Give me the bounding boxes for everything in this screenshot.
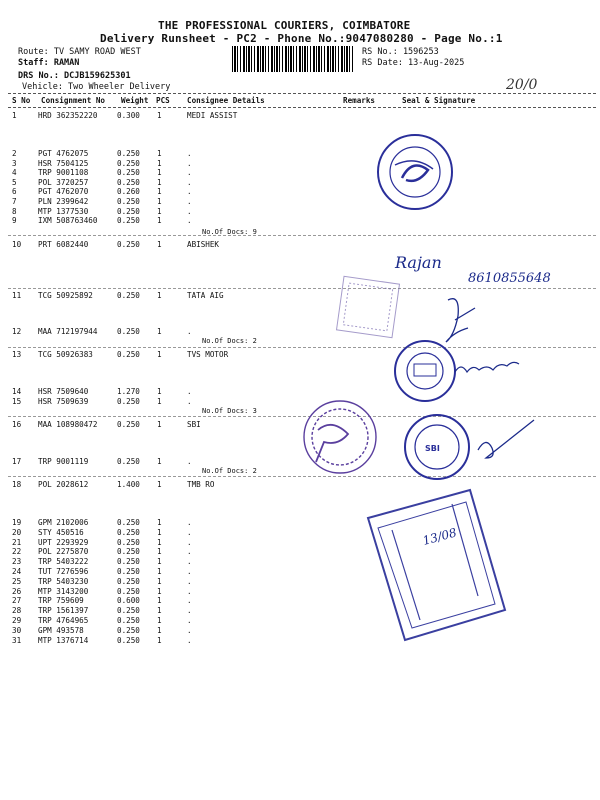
consignment-number: MAA 712197944 bbox=[38, 327, 98, 336]
col-seal: Seal & Signature bbox=[402, 96, 476, 105]
pcs-value: 1 bbox=[157, 168, 162, 177]
serial-number: 1 bbox=[12, 111, 17, 120]
weight-value: 0.250 bbox=[117, 397, 140, 406]
consignee-name: TVS MOTOR bbox=[187, 350, 229, 359]
weight-value: 0.250 bbox=[117, 538, 140, 547]
serial-number: 29 bbox=[12, 616, 22, 625]
pcs-value: 1 bbox=[157, 577, 162, 586]
pcs-value: 1 bbox=[157, 387, 162, 396]
continuation-mark: . bbox=[187, 397, 192, 406]
route-label: Route: TV SAMY ROAD WEST bbox=[18, 47, 141, 57]
pcs-value: 1 bbox=[157, 111, 162, 120]
serial-number: 31 bbox=[12, 636, 22, 645]
continuation-mark: . bbox=[187, 387, 192, 396]
weight-value: 0.250 bbox=[117, 577, 140, 586]
serial-number: 16 bbox=[12, 420, 22, 429]
serial-number: 9 bbox=[12, 216, 17, 225]
continuation-mark: . bbox=[187, 197, 192, 206]
serial-number: 28 bbox=[12, 606, 22, 615]
weight-value: 0.250 bbox=[117, 159, 140, 168]
continuation-mark: . bbox=[187, 596, 192, 605]
continuation-mark: . bbox=[187, 626, 192, 635]
consignment-number: TRP 759609 bbox=[38, 596, 84, 605]
consignment-number: POL 2275870 bbox=[38, 547, 89, 556]
serial-number: 20 bbox=[12, 528, 22, 537]
serial-number: 21 bbox=[12, 538, 22, 547]
tvs-motor-signature bbox=[455, 362, 519, 372]
consignment-number: TRP 1561397 bbox=[38, 606, 89, 615]
pcs-value: 1 bbox=[157, 528, 162, 537]
consignment-number: MAA 108980472 bbox=[38, 420, 98, 429]
weight-value: 0.250 bbox=[117, 240, 140, 249]
serial-number: 15 bbox=[12, 397, 22, 406]
pcs-value: 1 bbox=[157, 626, 162, 635]
weight-value: 0.250 bbox=[117, 291, 140, 300]
pcs-value: 1 bbox=[157, 547, 162, 556]
pcs-value: 1 bbox=[157, 538, 162, 547]
consignment-number: GPM 493578 bbox=[38, 626, 84, 635]
continuation-mark: . bbox=[187, 159, 192, 168]
consignment-number: TCG 50926383 bbox=[38, 350, 93, 359]
pcs-value: 1 bbox=[157, 397, 162, 406]
consignment-number: PLN 2399642 bbox=[38, 197, 89, 206]
pcs-value: 1 bbox=[157, 587, 162, 596]
runsheet-subtitle: Delivery Runsheet - PC2 - Phone No.:9047080280 - Page No.:1 bbox=[100, 32, 503, 45]
consignment-number: PGT 4762070 bbox=[38, 187, 89, 196]
weight-value: 0.250 bbox=[117, 518, 140, 527]
consignment-number: MTP 1377530 bbox=[38, 207, 89, 216]
weight-value: 0.600 bbox=[117, 596, 140, 605]
sbi-circle-stamp bbox=[304, 401, 376, 473]
continuation-mark: . bbox=[187, 538, 192, 547]
pcs-value: 1 bbox=[157, 216, 162, 225]
weight-value: 0.250 bbox=[117, 350, 140, 359]
serial-number: 27 bbox=[12, 596, 22, 605]
consignment-number: TRP 9001119 bbox=[38, 457, 89, 466]
continuation-mark: . bbox=[187, 636, 192, 645]
docs-count: No.Of Docs: 2 bbox=[202, 467, 257, 475]
serial-number: 2 bbox=[12, 149, 17, 158]
pcs-value: 1 bbox=[157, 350, 162, 359]
continuation-mark: . bbox=[187, 577, 192, 586]
pcs-value: 1 bbox=[157, 207, 162, 216]
consignment-number: IXM 508763460 bbox=[38, 216, 98, 225]
serial-number: 10 bbox=[12, 240, 22, 249]
pcs-value: 1 bbox=[157, 187, 162, 196]
continuation-mark: . bbox=[187, 178, 192, 187]
pcs-value: 1 bbox=[157, 240, 162, 249]
continuation-mark: . bbox=[187, 518, 192, 527]
weight-value: 0.250 bbox=[117, 168, 140, 177]
abishek-phone-handwritten: 8610855648 bbox=[468, 271, 551, 286]
weight-value: 0.250 bbox=[117, 587, 140, 596]
drs-number: DRS No.: DCJB159625301 bbox=[18, 71, 131, 81]
tmb-handwritten-date: 13/08 bbox=[421, 525, 459, 548]
company-title: THE PROFESSIONAL COURIERS, COIMBATORE bbox=[158, 19, 411, 32]
continuation-mark: . bbox=[187, 557, 192, 566]
weight-value: 0.250 bbox=[117, 557, 140, 566]
continuation-mark: . bbox=[187, 187, 192, 196]
medi-assist-stamp bbox=[378, 135, 452, 209]
col-pcs: PCS bbox=[156, 96, 170, 105]
consignee-name: TATA AIG bbox=[187, 291, 224, 300]
weight-value: 0.300 bbox=[117, 111, 140, 120]
pcs-value: 1 bbox=[157, 596, 162, 605]
consignment-number: GPM 2102006 bbox=[38, 518, 89, 527]
continuation-mark: . bbox=[187, 207, 192, 216]
consignment-number: TRP 9001108 bbox=[38, 168, 89, 177]
serial-number: 24 bbox=[12, 567, 22, 576]
serial-number: 18 bbox=[12, 480, 22, 489]
consignment-number: POL 3720257 bbox=[38, 178, 89, 187]
weight-value: 0.250 bbox=[117, 197, 140, 206]
serial-number: 26 bbox=[12, 587, 22, 596]
consignment-number: HSR 7509640 bbox=[38, 387, 89, 396]
serial-number: 17 bbox=[12, 457, 22, 466]
sbi-signature bbox=[478, 420, 534, 458]
pcs-value: 1 bbox=[157, 457, 162, 466]
pcs-value: 1 bbox=[157, 567, 162, 576]
serial-number: 8 bbox=[12, 207, 17, 216]
weight-value: 0.250 bbox=[117, 420, 140, 429]
consignment-number: PRT 6082440 bbox=[38, 240, 89, 249]
pcs-value: 1 bbox=[157, 197, 162, 206]
serial-number: 23 bbox=[12, 557, 22, 566]
consignment-number: HSR 7509639 bbox=[38, 397, 89, 406]
abishek-signature bbox=[446, 299, 475, 342]
docs-count: No.Of Docs: 3 bbox=[202, 407, 257, 415]
pcs-value: 1 bbox=[157, 480, 162, 489]
pcs-value: 1 bbox=[157, 420, 162, 429]
col-weight: Weight bbox=[121, 96, 149, 105]
pcs-value: 1 bbox=[157, 606, 162, 615]
serial-number: 19 bbox=[12, 518, 22, 527]
weight-value: 0.250 bbox=[117, 178, 140, 187]
weight-value: 0.250 bbox=[117, 567, 140, 576]
weight-value: 0.250 bbox=[117, 626, 140, 635]
weight-value: 0.250 bbox=[117, 528, 140, 537]
weight-value: 0.250 bbox=[117, 327, 140, 336]
consignment-number: TUT 7276596 bbox=[38, 567, 89, 576]
tmb-ro-stamp bbox=[368, 490, 505, 640]
col-sno: S No bbox=[12, 96, 31, 105]
continuation-mark: . bbox=[187, 606, 192, 615]
pcs-value: 1 bbox=[157, 636, 162, 645]
serial-number: 12 bbox=[12, 327, 22, 336]
pcs-value: 1 bbox=[157, 616, 162, 625]
consignment-number: TRP 5403230 bbox=[38, 577, 89, 586]
continuation-mark: . bbox=[187, 528, 192, 537]
consignee-name: SBI bbox=[187, 420, 201, 429]
serial-number: 13 bbox=[12, 350, 22, 359]
weight-value: 0.250 bbox=[117, 616, 140, 625]
weight-value: 0.250 bbox=[117, 216, 140, 225]
pcs-value: 1 bbox=[157, 149, 162, 158]
col-remarks: Remarks bbox=[343, 96, 376, 105]
rs-number: RS No.: 1596253 bbox=[362, 47, 439, 57]
serial-number: 11 bbox=[12, 291, 22, 300]
serial-number: 30 bbox=[12, 626, 22, 635]
consignment-number: PGT 4762075 bbox=[38, 149, 89, 158]
consignee-name: MEDI ASSIST bbox=[187, 111, 238, 120]
col-consignment: Consignment No bbox=[41, 96, 106, 105]
serial-number: 5 bbox=[12, 178, 17, 187]
weight-value: 0.250 bbox=[117, 547, 140, 556]
pcs-value: 1 bbox=[157, 518, 162, 527]
weight-value: 0.250 bbox=[117, 149, 140, 158]
continuation-mark: . bbox=[187, 149, 192, 158]
continuation-mark: . bbox=[187, 327, 192, 336]
abishek-name-handwritten: Rajan bbox=[395, 253, 442, 272]
serial-number: 7 bbox=[12, 197, 17, 206]
pcs-value: 1 bbox=[157, 291, 162, 300]
consignment-number: POL 2028612 bbox=[38, 480, 89, 489]
serial-number: 22 bbox=[12, 547, 22, 556]
consignee-name: ABISHEK bbox=[187, 240, 220, 249]
continuation-mark: . bbox=[187, 457, 192, 466]
weight-value: 0.250 bbox=[117, 207, 140, 216]
consignment-number: HRD 362352220 bbox=[38, 111, 98, 120]
pcs-value: 1 bbox=[157, 159, 162, 168]
consignment-number: UPT 2293929 bbox=[38, 538, 89, 547]
weight-value: 1.400 bbox=[117, 480, 140, 489]
consignment-number: TCG 50925892 bbox=[38, 291, 93, 300]
tvs-motor-stamp bbox=[395, 341, 455, 401]
consignment-number: TRP 4764965 bbox=[38, 616, 89, 625]
consignee-name: TMB RO bbox=[187, 480, 215, 489]
consignment-number: MTP 1376714 bbox=[38, 636, 89, 645]
rs-date: RS Date: 13-Aug-2025 bbox=[362, 58, 465, 68]
continuation-mark: . bbox=[187, 567, 192, 576]
consignment-number: STY 450516 bbox=[38, 528, 84, 537]
consignment-number: MTP 3143200 bbox=[38, 587, 89, 596]
staff-label: Staff: RAMAN bbox=[18, 58, 80, 68]
consignment-number: HSR 7504125 bbox=[38, 159, 89, 168]
pcs-value: 1 bbox=[157, 178, 162, 187]
docs-count: No.Of Docs: 9 bbox=[202, 228, 257, 236]
continuation-mark: . bbox=[187, 547, 192, 556]
serial-number: 4 bbox=[12, 168, 17, 177]
serial-number: 6 bbox=[12, 187, 17, 196]
pcs-value: 1 bbox=[157, 557, 162, 566]
continuation-mark: . bbox=[187, 616, 192, 625]
docs-count: No.Of Docs: 2 bbox=[202, 337, 257, 345]
continuation-mark: . bbox=[187, 168, 192, 177]
weight-value: 0.250 bbox=[117, 457, 140, 466]
pcs-value: 1 bbox=[157, 327, 162, 336]
weight-value: 0.250 bbox=[117, 636, 140, 645]
serial-number: 3 bbox=[12, 159, 17, 168]
consignment-number: TRP 5403222 bbox=[38, 557, 89, 566]
vehicle-label: Vehicle: Two Wheeler Delivery bbox=[22, 82, 171, 92]
weight-value: 0.260 bbox=[117, 187, 140, 196]
continuation-mark: . bbox=[187, 587, 192, 596]
weight-value: 1.270 bbox=[117, 387, 140, 396]
tata-aig-stamp bbox=[337, 276, 400, 337]
continuation-mark: . bbox=[187, 216, 192, 225]
col-details: Consignee Details bbox=[187, 96, 265, 105]
handwritten-count: 20/0 bbox=[506, 77, 538, 93]
weight-value: 0.250 bbox=[117, 606, 140, 615]
sbi-stamp-label: SBI bbox=[425, 444, 440, 453]
serial-number: 14 bbox=[12, 387, 22, 396]
serial-number: 25 bbox=[12, 577, 22, 586]
